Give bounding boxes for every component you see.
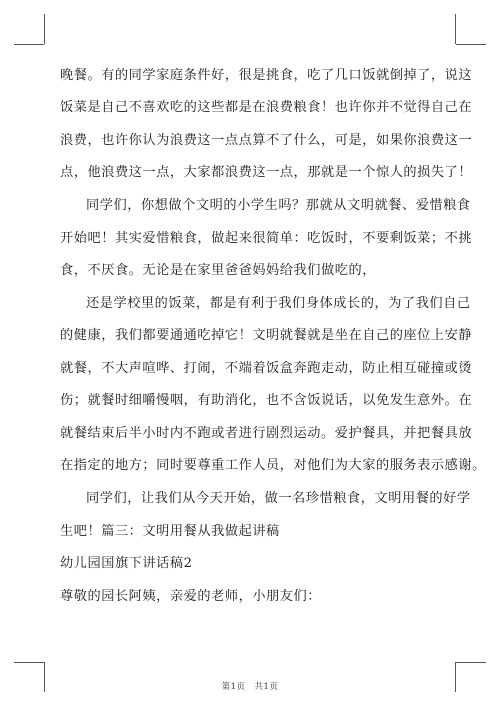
crop-mark-top-right-v bbox=[455, 14, 456, 44]
text-line: 伤；就餐时细嚼慢咽，有助消化，也不含饭说话，以免发生意外。在 bbox=[60, 393, 473, 408]
crop-mark-top-left-v bbox=[44, 14, 45, 44]
paragraph-first-line: 还是学校里的饭菜，都是有利于我们身体成长的，为了我们自己 bbox=[86, 296, 471, 311]
text-line: 就餐结束后半小时内不跑或者进行剧烈运动。爱护餐具，并把餐具放 bbox=[60, 426, 473, 441]
crop-mark-top-right-h bbox=[456, 44, 486, 45]
crop-mark-top-left-h bbox=[14, 44, 44, 45]
paragraph-first-line: 同学们，让我们从今天开始，做一名珍惜粮食，文明用餐的好学 bbox=[86, 491, 471, 506]
text-line: 浪费，也许你认为浪费这一点点算不了什么，可是，如果你浪费这一 bbox=[60, 133, 473, 148]
crop-mark-bottom-right-h bbox=[456, 662, 486, 663]
text-line: 饭菜是自己不喜欢吃的这些都是在浪费粮食！也许你并不觉得自己在 bbox=[60, 100, 473, 115]
section-heading: 幼儿园国旗下讲话稿2 bbox=[60, 556, 193, 571]
text-line: 就餐，不大声喧哗、打闹，不端着饭盒奔跑走动，防止相互碰撞或烫 bbox=[60, 361, 473, 376]
crop-mark-bottom-left-h bbox=[14, 662, 44, 663]
text-line: 在指定的地方；同时要尊重工作人员，对他们为大家的服务表示感谢。 bbox=[60, 458, 486, 473]
page-number-footer: 第1页 共1页 bbox=[221, 682, 279, 692]
paragraph-first-line: 同学们，你想做个文明的小学生吗？那就从文明就餐、爱惜粮食 bbox=[86, 198, 471, 213]
salutation: 尊敬的园长阿姨，亲爱的老师，小朋友们： bbox=[60, 589, 322, 604]
text-line: 点，他浪费这一点，大家都浪费这一点，那就是一个惊人的损失了！ bbox=[60, 165, 473, 180]
text-line: 开始吧！其实爱惜粮食，做起来很简单：吃饭时，不要剩饭菜；不挑 bbox=[60, 231, 473, 246]
text-line: 生吧！篇三：文明用餐从我做起讲稿 bbox=[60, 524, 280, 539]
text-line: 的健康，我们都要通通吃掉它！文明就餐就是坐在自己的座位上安静 bbox=[60, 328, 473, 343]
text-line: 食，不厌食。无论是在家里爸爸妈妈给我们做吃的， bbox=[60, 263, 376, 278]
text-line: 晚餐。有的同学家庭条件好，很是挑食，吃了几口饭就倒掉了，说这 bbox=[60, 68, 473, 83]
